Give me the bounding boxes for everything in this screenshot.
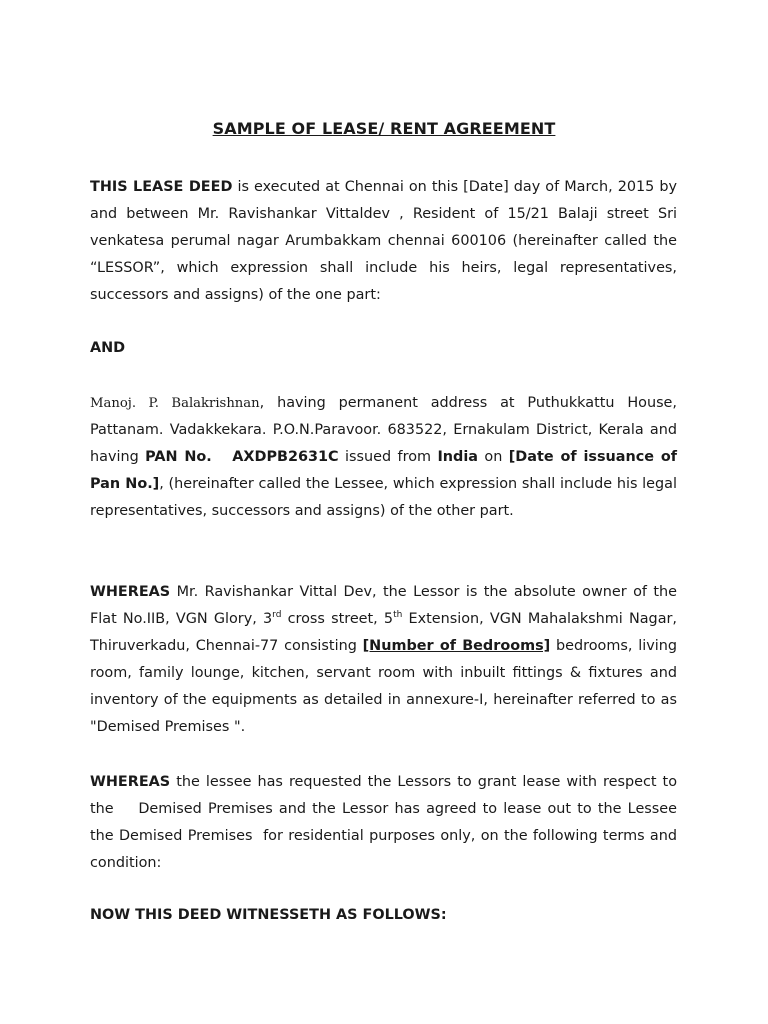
- witness-heading: NOW THIS DEED WITNESSETH AS FOLLOWS:: [90, 907, 447, 923]
- whereas-lead-2: WHEREAS: [90, 774, 171, 790]
- lessor-text: is executed at Chennai on this [Date] day of March, 2015 by and between Mr. Ravishankar Vittaldev , Resident of 15/21 Balaji street Sri venkatesa perumal nagar Arumbakkam chennai 600106 (hereinafter called the “LESSOR”, which expression shall include his heirs, legal representatives, successors and assigns) of the one part:: [90, 179, 678, 303]
- ownership-text-3: Extension, VGN Mahalakshmi Nagar, Thiruverkadu, Chennai-77 consisting: [90, 611, 678, 654]
- ordinal-rd: rd: [272, 610, 282, 621]
- lessee-text-4: , (hereinafter called the Lessee, which expression shall include his legal representatives, successors and assigns) of the other part.: [90, 476, 677, 519]
- lease-deed-lead: THIS LEASE DEED: [90, 179, 233, 195]
- ownership-text-2: cross street, 5: [281, 611, 394, 627]
- lessee-text-2: issued from: [338, 449, 438, 465]
- pan-number: PAN No. AXDPB2631C: [145, 449, 339, 465]
- lessee-name: Manoj. P. Balakrishnan: [90, 396, 260, 411]
- lessee-text-3: on: [477, 449, 509, 465]
- lessor-paragraph: [90, 174, 677, 309]
- lessee-text-1: , having permanent address at Puthukkattu House, Pattanam. Vadakkekara. P.O.N.Paravoor. 683522, Ernakulam District, Kerala and having: [90, 395, 677, 465]
- document-title: SAMPLE OF LEASE/ RENT AGREEMENT: [212, 119, 556, 138]
- lessee-paragraph: [90, 390, 677, 525]
- and-heading: AND: [90, 340, 126, 356]
- ownership-paragraph: [90, 579, 677, 741]
- whereas-lead-1: WHEREAS: [90, 584, 171, 600]
- issuing-country: India: [437, 449, 478, 465]
- ownership-text-1: Mr. Ravishankar Vittal Dev, the Lessor is the absolute owner of the Flat No.IIB, VGN Glory, 3: [90, 584, 677, 627]
- ordinal-th: th: [393, 610, 403, 621]
- bedrooms-placeholder: [Number of Bedrooms]: [362, 638, 551, 654]
- request-paragraph: [90, 769, 682, 877]
- request-text: the lessee has requested the Lessors to grant lease with respect to the Demised Premises and the Lessor has agreed to lease out to the Lessee the Demised Premises for residential purposes only, on the following terms and condition:: [90, 774, 682, 871]
- pan-date-placeholder: [Date of issuance of Pan No.]: [90, 449, 677, 492]
- ownership-text-4: bedrooms, living room, family lounge, kitchen, servant room with inbuilt fittings & fixtures and inventory of the equipments as detailed in annexure-I, hereinafter referred to as "Demised Premises ".: [90, 638, 677, 735]
